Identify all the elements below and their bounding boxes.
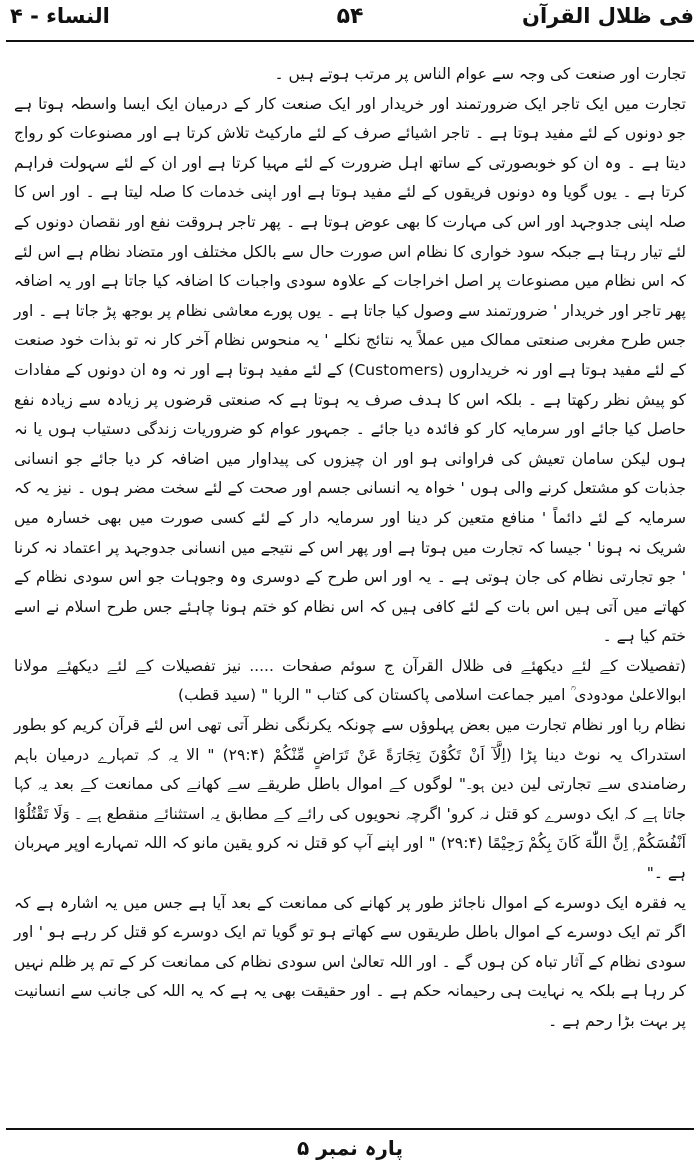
paragraph: یہ فقرہ ایک دوسرے کے اموال ناجائز طور پر کھانے کی ممانعت کے بعد آیا ہے جس میں یہ اشارہ ہے کہ اگر تم ایک دوسرے کے اموال باطل طریقوں سے کھاتے ہو تو گویا تم ایک دوسرے کو قتل کر رہے ہو ' اور سودی نظام کے آثار تباہ کن ہوں گے ۔ اور اللہ تعالیٰ اس سودی نظام کی ممانعت کر کے تم پر ظلم نہیں کر رہا ہے بلکہ یہ نہایت ہی رحیمانہ حکم ہے ۔ اور حقیقت بھی یہ ہے کہ یہ اللہ کی جانب سے انسانیت پر بہت بڑا رحم ہے ۔	[14, 893, 686, 1030]
paragraph: نظام ربا اور نظام تجارت میں بعض پہلوؤں سے چونکہ یکرنگی نظر آتی تھی اس لئے قرآن کریم کو بطور استدراک یہ نوٹ دینا پڑا (اِلَّآ اَنْ تَكُوْنَ تِجَارَةً عَنْ تَرَاضٍ مِّنْكُمْ (۲۹:۴) " الا یہ کہ تمہارے درمیان باہم رضامندی سے تجارتی لین دین ہو۔" لوگوں کے اموال باطل طریقے سے کھانے کی ممانعت کے بعد یہ کہا جاتا ہے کہ ایک دوسرے کو قتل نہ کرو' اگرچہ نحویوں کی رائے کے مطابق یہ استثنائے منقطع ہے ۔ وَلَا تَقْتُلُوْٓا اَنْفُسَكُمْ ۭ اِنَّ اللّٰهَ كَانَ بِكُمْ رَحِيْمًا (۲۹:۴) " اور اپنے آپ کو قتل نہ کرو یقین مانو کہ اللہ تمہارے اوپر مہربان ہے ۔"	[14, 716, 686, 883]
paragraph: تجارت میں ایک تاجر ایک ضرورتمند اور خریدار اور ایک صنعت کار کے درمیان ایک ایسا واسطہ ہوتا ہے جو دونوں کے لئے مفید ہوتا ہے ۔ تاجر اشیائے صرف کے لئے مارکیٹ تلاش کرتا ہے اور مصنوعات کو رواج دیتا ہے ۔ وہ ان کو خوبصورتی کے ساتھ اہل ضرورت کے لئے مہیا کرتا ہے اور ان کے لئے سہولت فراہم کرتا ہے ۔ یوں گویا وہ دونوں فریقوں کے لئے مفید ہوتا ہے اور اپنی خدمات کا صلہ لیتا ہے ۔ اور اس کا صلہ اپنی جدوجہد اور اس کی مہارت کا بھی عوض ہوتا ہے ۔ پھر تاجر ہروقت نفع اور نقصان دونوں کے لئے تیار رہتا ہے جبکہ سود خواری کا نظام اس صورت حال سے بالکل مختلف اور متضاد نظام ہے اس لئے کہ اس نظام میں مصنوعات پر اصل اخراجات کے علاوہ سودی واجبات کا اضافہ کیا جاتا ہے اور یہ اضافہ پھر تاجر اور خریدار ' ضرورتمند سے وصول کیا جاتا ہے ۔ یوں پورے معاشی نظام پر بوجھ پڑ جاتا ہے ۔ اور جس طرح مغربی صنعتی ممالک میں عملاً یہ نتائج نکلے ' یہ منحوس نظام آخر کار نہ تو بذات خود صنعت کے لئے مفید ہوتا ہے اور نہ خریداروں (Customers) کے لئے مفید ہوتا ہے اور نہ وہ ان دونوں کے مفادات کو پیش نظر رکھتا ہے ۔ بلکہ اس کا ہدف صرف یہ ہوتا ہے کہ صنعتی قرضوں پر زیادہ سے زیادہ نفع حاصل کیا جائے اور سرمایہ کار کو فائدہ دیا جائے ۔ جمہور عوام کو ضروریات زندگی دستیاب ہوں یا نہ ہوں لیکن سامان تعیش کی فراوانی ہو اور ان چیزوں کی پیداوار میں اضافہ کر دیا جائے جو انسانی جذبات کو مشتعل کرنے والی ہوں ' خواہ یہ انسانی جسم اور صحت کے لئے سخت مضر ہوں ۔ نیز یہ کہ سرمایہ کے لئے دائماً ' منافع متعین کر دینا اور سرمایہ دار کے لئے کسی صورت میں بھی خسارہ میں شریک نہ ہونا ' جیسا کہ تجارت میں ہوتا ہے اور پھر اس کے نتیجے میں انسانی جدوجہد پر اعتماد نہ کرنا ' جو تجارتی نظام کی جان ہوتی ہے ۔ یہ اور اس طرح کے دوسری وہ وجوہات جو اس سودی نظام کے کھاتے میں آتی ہیں اس بات کے لئے کافی ہیں کہ اس نظام کو ختم ہونا چاہئے جس طرح اسلام نے اسے ختم کیا ہے ۔	[14, 94, 686, 646]
page-footer: پارہ نمبر ۵	[297, 1136, 403, 1160]
paragraph: تجارت اور صنعت کی وجہ سے عوام الناس پر مرتب ہوتے ہیں ۔	[274, 65, 686, 83]
page-header	[6, 2, 694, 38]
surah-label: النساء - ۴	[10, 4, 110, 28]
header-divider	[6, 40, 694, 42]
citation-paragraph: (تفصیلات کے لئے دیکھئے فی ظلال القرآن ج سوئم صفحات ..... نیز تفصیلات کے لئے دیکھئے مولانا ابوالاعلیٰ مودودی ؒ امیر جماعت اسلامی پاکستان کی کتاب " الربا " (سید قطب)	[14, 656, 686, 705]
page-number: ۵۴	[336, 4, 364, 29]
footer-divider	[6, 1128, 694, 1130]
page-body	[14, 60, 686, 1037]
book-title: فی ظلال القرآن	[522, 4, 694, 28]
